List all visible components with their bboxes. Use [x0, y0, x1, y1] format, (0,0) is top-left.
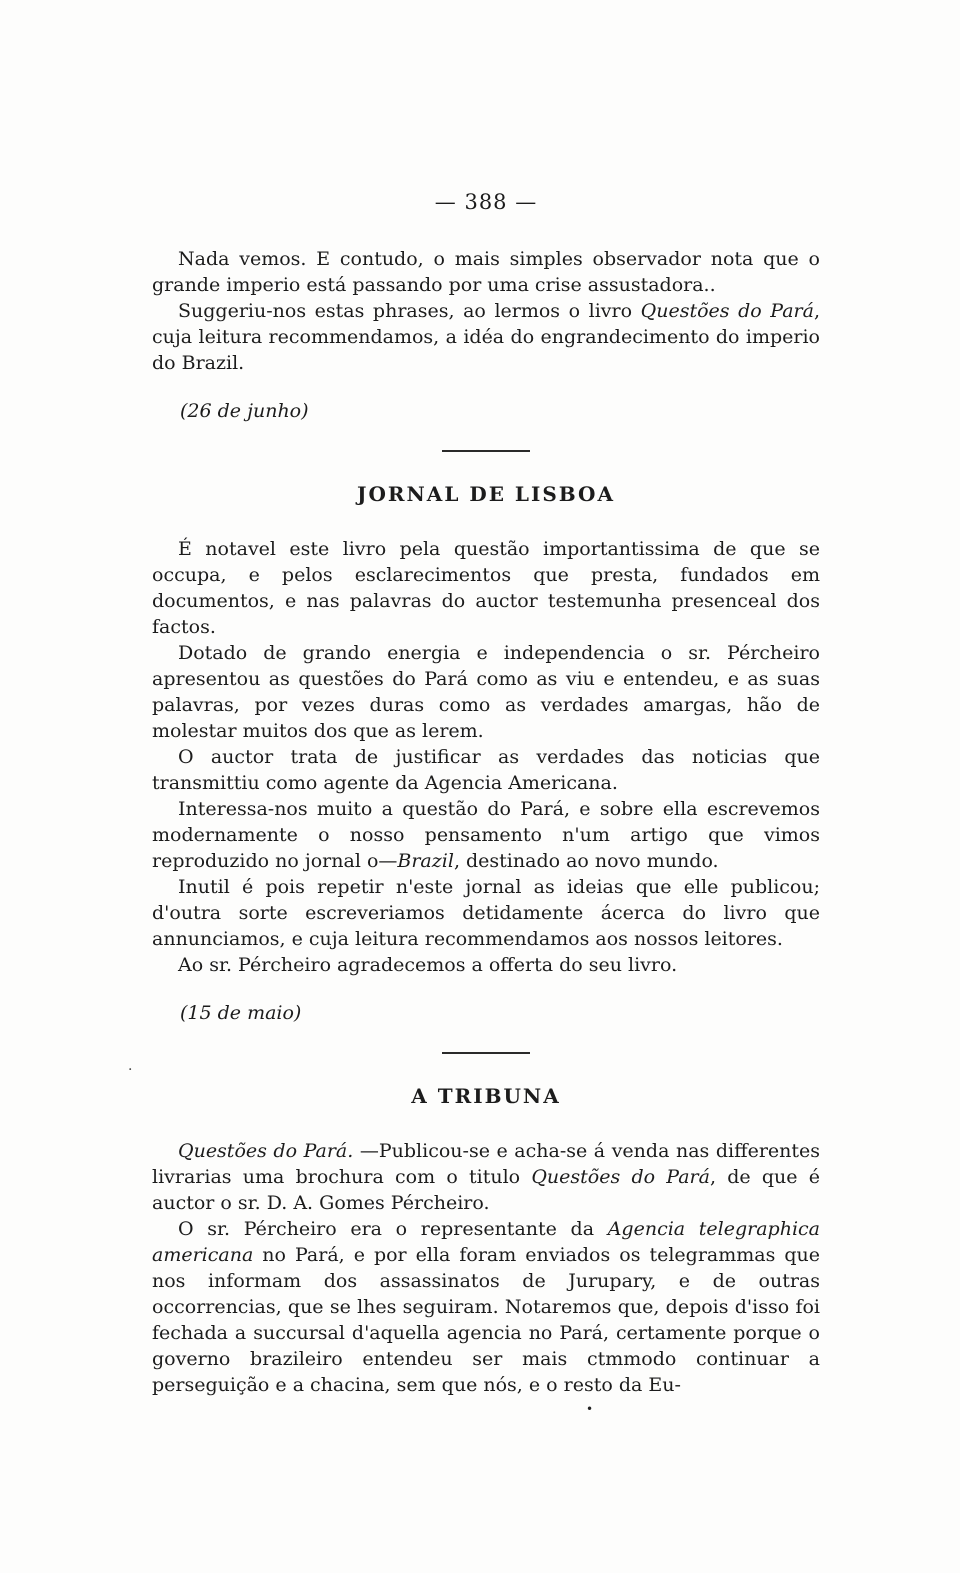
ink-speck: · [128, 1062, 133, 1078]
text-run: Inutil é pois repetir n'este jornal as ideias que elle publicou; d'outra sorte escreveriamos detidamente ácerca do livro que annunciamos, e cuja leitura recommendamos aos nossos leitores. [152, 876, 820, 950]
text-run: — 388 — [434, 190, 538, 214]
text-run: no Pará, e por ella foram enviados os telegrammas que nos informam dos assassinatos de Jurupary, e de outras occorrencias, que se lhes seguiram. Notaremos que, depois d'isso foi fechada a succursal d'aquella agencia no Pará, certamente porque o governo brazileiro entendeu ser mais ctmmodo continuar a perseguição e a chacina, sem que nós, e o resto da Eu- [152, 1244, 820, 1396]
ink-speck: • [586, 1402, 594, 1416]
text-run: (26 de junho) [180, 400, 309, 422]
text-run: A TRIBUNA [411, 1084, 561, 1108]
page-content [152, 190, 820, 1398]
paragraph [152, 640, 820, 744]
text-run: JORNAL DE LISBOA [357, 482, 615, 506]
text-run: , cuja leitura recommendamos, a idéa do engrandecimento do imperio do Brazil. [152, 300, 820, 374]
italic-text-run: Agencia telegraphica americana [152, 1218, 820, 1266]
paragraph [152, 1138, 820, 1216]
text-run: O sr. Pércheiro era o representante da [178, 1218, 608, 1240]
paragraph [152, 246, 820, 298]
text-run: , destinado ao novo mundo. [453, 850, 719, 872]
section-divider [442, 1052, 530, 1054]
text-run: Dotado de grando energia e independencia o sr. Pércheiro apresentou as questões do Pará como as viu e entendeu, e as suas palavras, por vezes duras como as verdades amargas, hão de molestar muitos dos que as lerem. [152, 642, 820, 742]
paragraph [152, 744, 820, 796]
text-run: Ao sr. Pércheiro agradecemos a offerta do seu livro. [178, 954, 678, 976]
text-run: É notavel este livro pela questão importantissima de que se occupa, e pelos esclarecimentos que presta, fundados em documentos, e nas palavras do auctor testemunha presenceal dos factos. [152, 538, 820, 638]
paragraph [152, 952, 820, 978]
section-divider [442, 450, 530, 452]
paragraph [152, 874, 820, 952]
text-run: Suggeriu-nos estas phrases, ao lermos o livro [178, 300, 641, 322]
italic-text-run: Questões do Pará. [178, 1140, 354, 1162]
paragraph [152, 796, 820, 874]
page-number [152, 190, 820, 214]
text-run: Interessa-nos muito a questão do Pará, e sobre ella escrevemos modernamente o nosso pensamento n'um artigo que vimos reproduzido no jornal o— [152, 798, 820, 872]
date-note [180, 1000, 820, 1026]
text-run: (15 de maio) [180, 1002, 302, 1024]
text-run: , de que é auctor o sr. D. A. Gomes Pércheiro. [152, 1166, 821, 1214]
text-run: —Publicou-se e acha-se á venda nas differentes livrarias uma brochura com o titulo [152, 1140, 821, 1188]
italic-text-run: Brazil [397, 850, 454, 872]
text-run: Nada vemos. E contudo, o mais simples observador nota que o grande imperio está passando por uma crise assustadora.. [152, 248, 820, 296]
text-run: O auctor trata de justificar as verdades das noticias que transmittiu como agente da Agencia Americana. [152, 746, 820, 794]
paragraph [152, 298, 820, 376]
italic-text-run: Questões do Pará [531, 1166, 710, 1188]
section-heading [152, 1084, 820, 1108]
date-note [180, 398, 820, 424]
paragraph [152, 1216, 820, 1398]
section-heading [152, 482, 820, 506]
paragraph [152, 536, 820, 640]
italic-text-run: Questões do Pará [640, 300, 814, 322]
